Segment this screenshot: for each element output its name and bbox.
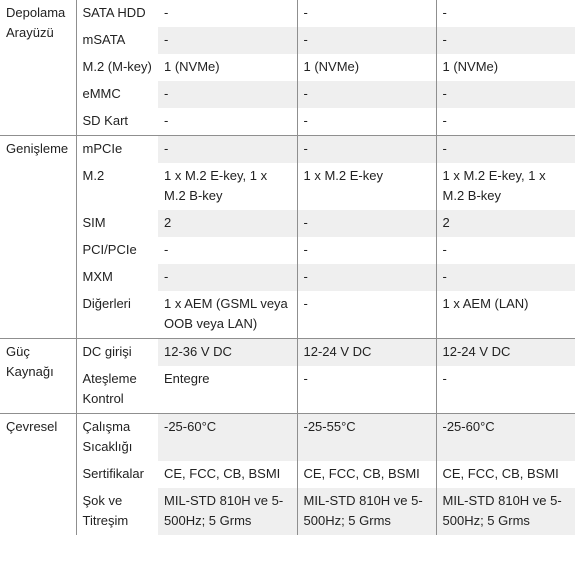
spec-value-cell: 1 x M.2 E-key, 1 x M.2 B-key <box>158 163 297 210</box>
spec-value-cell: - <box>436 81 575 108</box>
table-row <box>0 210 575 237</box>
spec-value-cell: - <box>158 0 297 27</box>
spec-value-cell: - <box>436 264 575 291</box>
spec-value-cell: - <box>436 136 575 164</box>
group-label: Çevresel <box>0 414 76 536</box>
spec-value-cell: 1 (NVMe) <box>442 59 499 74</box>
spec-value-cell: - <box>158 27 297 54</box>
spec-value-cell: -25-60°C <box>436 414 575 462</box>
table-row <box>0 0 575 27</box>
table-row <box>0 81 575 108</box>
spec-value-cell: - <box>442 5 447 20</box>
feature-label: Şok ve Titreşim <box>76 488 158 535</box>
feature-label: mSATA <box>76 27 158 54</box>
feature-label: Çalışma Sıcaklığı <box>76 414 158 462</box>
feature-label: MXM <box>76 264 158 291</box>
spec-value-cell: 12-36 V DC <box>158 339 297 367</box>
spec-value-cell: CE, FCC, CB, BSMI <box>158 461 297 488</box>
table-row <box>0 163 575 210</box>
spec-value-cell: 1 x M.2 E-key, 1 x M.2 B-key <box>442 168 546 203</box>
table-row <box>0 237 575 264</box>
feature-label: eMMC <box>76 81 158 108</box>
feature-label: M.2 <box>76 163 158 210</box>
spec-value-cell: - <box>297 237 436 264</box>
feature-label: Ateşleme Kontrol <box>76 366 158 414</box>
feature-label: mPCIe <box>76 136 158 164</box>
table-row <box>0 461 575 488</box>
spec-value-cell: - <box>158 108 297 136</box>
spec-value-cell: 2 <box>436 210 575 237</box>
table-row <box>0 136 575 164</box>
spec-value-cell: - <box>297 81 436 108</box>
spec-value-cell: CE, FCC, CB, BSMI <box>297 461 436 488</box>
table-row <box>0 291 575 339</box>
spec-value-cell: - <box>297 27 436 54</box>
feature-label: SD Kart <box>76 108 158 136</box>
spec-value-cell: - <box>297 0 436 27</box>
spec-value-cell: -25-55°C <box>297 414 436 462</box>
spec-value-cell: - <box>297 264 436 291</box>
group-label: Genişleme <box>0 136 76 339</box>
spec-value-cell: - <box>158 136 297 164</box>
feature-label: Diğerleri <box>76 291 158 339</box>
spec-value-cell: 1 (NVMe) <box>297 54 436 81</box>
spec-value-cell: 1 x AEM (LAN) <box>442 296 529 311</box>
table-row <box>0 488 575 535</box>
spec-value-cell: - <box>297 108 436 136</box>
spec-value-cell: - <box>442 371 447 386</box>
feature-label: SATA HDD <box>76 0 158 27</box>
spec-value-cell: - <box>297 366 436 414</box>
table-row <box>0 339 575 367</box>
spec-value-cell: -25-60°C <box>158 414 297 462</box>
spec-value-cell: - <box>297 136 436 164</box>
feature-label: PCI/PCIe <box>76 237 158 264</box>
spec-value-cell: Entegre <box>158 366 297 414</box>
spec-value-cell: MIL-STD 810H ve 5-500Hz; 5 Grms <box>436 488 575 535</box>
spec-value-cell: - <box>442 113 447 128</box>
feature-label: Sertifikalar <box>76 461 158 488</box>
spec-value-cell: MIL-STD 810H ve 5-500Hz; 5 Grms <box>158 488 297 535</box>
spec-value-cell: CE, FCC, CB, BSMI <box>442 466 559 481</box>
table-row <box>0 108 575 136</box>
table-row <box>0 264 575 291</box>
table-row <box>0 27 575 54</box>
spec-value-cell: - <box>436 27 575 54</box>
spec-value-cell: - <box>158 264 297 291</box>
table-row <box>0 366 575 414</box>
spec-value-cell: 12-24 V DC <box>436 339 575 367</box>
spec-value-cell: - <box>158 237 297 264</box>
group-label: Güç Kaynağı <box>0 339 76 414</box>
feature-label: M.2 (M-key) <box>76 54 158 81</box>
feature-label: DC girişi <box>76 339 158 367</box>
table-row <box>0 54 575 81</box>
spec-value-cell: - <box>442 242 447 257</box>
group-label: Depolama Arayüzü <box>0 0 76 136</box>
spec-value-cell: 1 (NVMe) <box>158 54 297 81</box>
spec-value-cell: 1 x AEM (GSML veya OOB veya LAN) <box>158 291 297 339</box>
spec-value-cell: 12-24 V DC <box>297 339 436 367</box>
spec-value-cell: - <box>297 210 436 237</box>
spec-value-cell: - <box>158 81 297 108</box>
feature-label: SIM <box>76 210 158 237</box>
table-row <box>0 414 575 462</box>
spec-value-cell: - <box>297 291 436 339</box>
spec-value-cell: MIL-STD 810H ve 5-500Hz; 5 Grms <box>297 488 436 535</box>
spec-value-cell: 2 <box>158 210 297 237</box>
spec-value-cell: 1 x M.2 E-key <box>297 163 436 210</box>
